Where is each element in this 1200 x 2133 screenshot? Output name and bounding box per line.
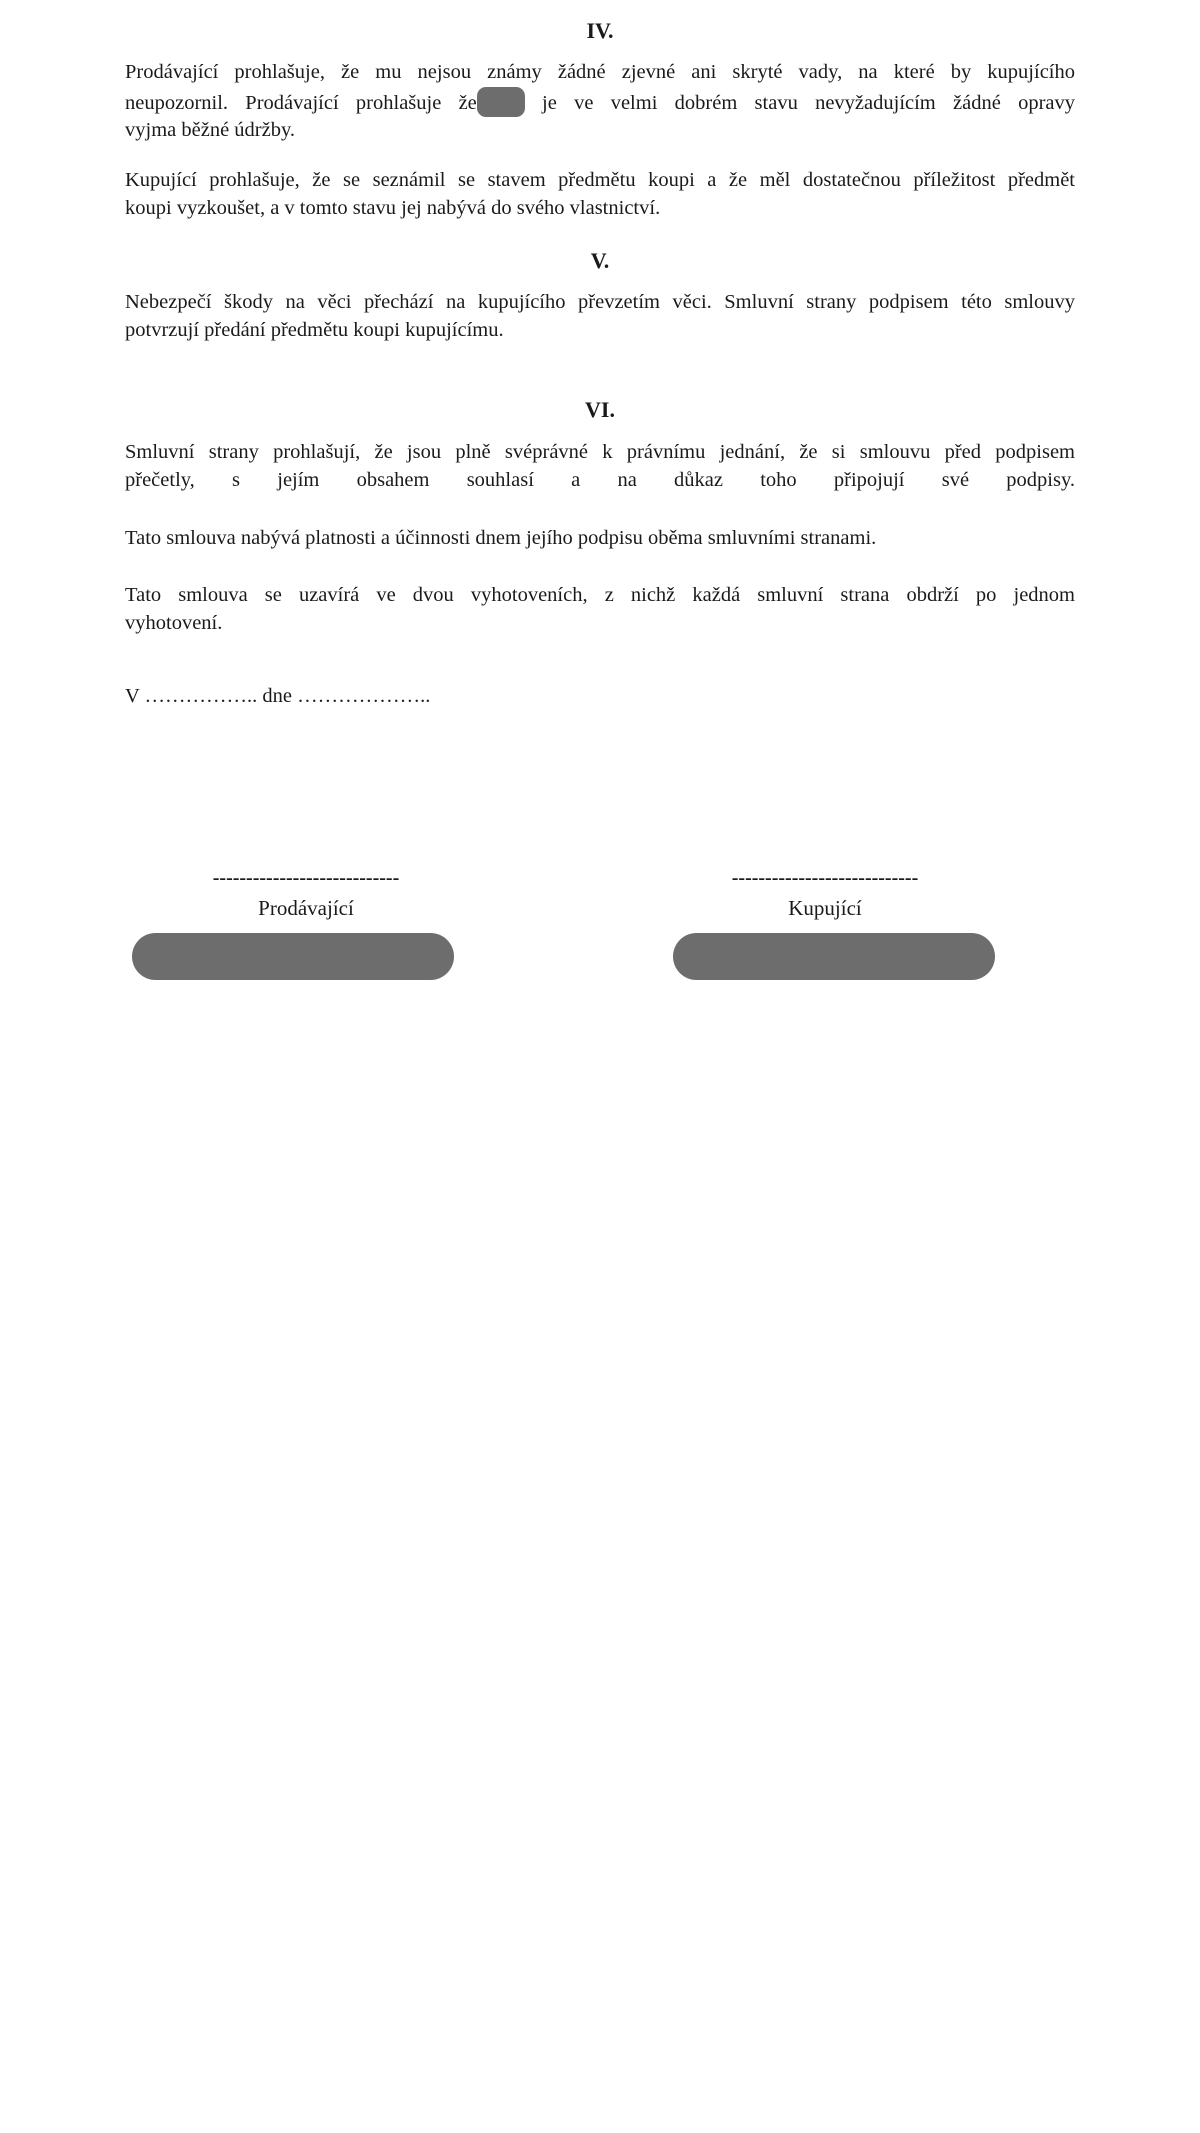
paragraph-line: vyhotovení. [125, 611, 223, 634]
signature-line: ---------------------------- [212, 867, 400, 889]
signature-block-buyer [655, 868, 995, 922]
section-heading-iv: IV. [586, 18, 614, 43]
signature-block-seller [136, 868, 476, 922]
section-heading-v: V. [590, 248, 610, 273]
paragraph-line: Kupující prohlašuje, že se seznámil se stavem předmětu koupi a že měl dostatečnou příležitost předmět [125, 169, 1075, 191]
paragraph-validity [125, 525, 1075, 553]
paragraph-line: Tato smlouva nabývá platnosti a účinnosti dnem jejího podpisu oběma smluvními stranami. [125, 527, 877, 549]
paragraph-buyer-declaration [125, 167, 1075, 222]
section-heading-vi: VI. [585, 397, 615, 422]
paragraph-line: přečetly, s jejím obsahem souhlasí a na důkaz toho připojují své podpisy. [125, 468, 1075, 491]
redacted-seller-name [132, 933, 454, 980]
place-date-line: V …………….. dne ……………….. [125, 685, 431, 707]
paragraph-seller-declaration [125, 59, 1075, 145]
paragraph-line: potvrzují předání předmětu koupi kupujícímu. [125, 318, 504, 341]
inline-redaction [477, 87, 525, 117]
paragraph-risk-transfer [125, 289, 1075, 344]
paragraph-line: Smluvní strany prohlašují, že jsou plně svéprávné k právnímu jednání, že si smlouvu před podpisem [125, 441, 1075, 463]
signature-role-buyer: Kupující [788, 896, 862, 920]
paragraph-line: Nebezpečí škody na věci přechází na kupujícího převzetím věci. Smluvní strany podpisem této smlouvy [125, 291, 1075, 313]
paragraph-parties-declaration [125, 439, 1075, 494]
line-fragment: neupozornil. Prodávající prohlašuje že [125, 91, 477, 114]
signature-line: ---------------------------- [731, 867, 919, 889]
paragraph-line [125, 87, 1075, 118]
signature-role-seller: Prodávající [258, 896, 354, 920]
redacted-buyer-name [673, 933, 995, 980]
paragraph-line: Tato smlouva se uzavírá ve dvou vyhotoveních, z nichž každá smluvní strana obdrží po jednom [125, 584, 1075, 606]
line-fragment: je ve velmi dobrém stavu nevyžadujícím žádné opravy [542, 91, 1075, 114]
paragraph-line: vyjma běžné údržby. [125, 119, 296, 141]
paragraph-line: koupi vyzkoušet, a v tomto stavu jej nabývá do svého vlastnictví. [125, 196, 661, 219]
paragraph-line: Prodávající prohlašuje, že mu nejsou známy žádné zjevné ani skryté vady, na které by kupujícího [125, 61, 1075, 83]
paragraph-copies [125, 582, 1075, 637]
